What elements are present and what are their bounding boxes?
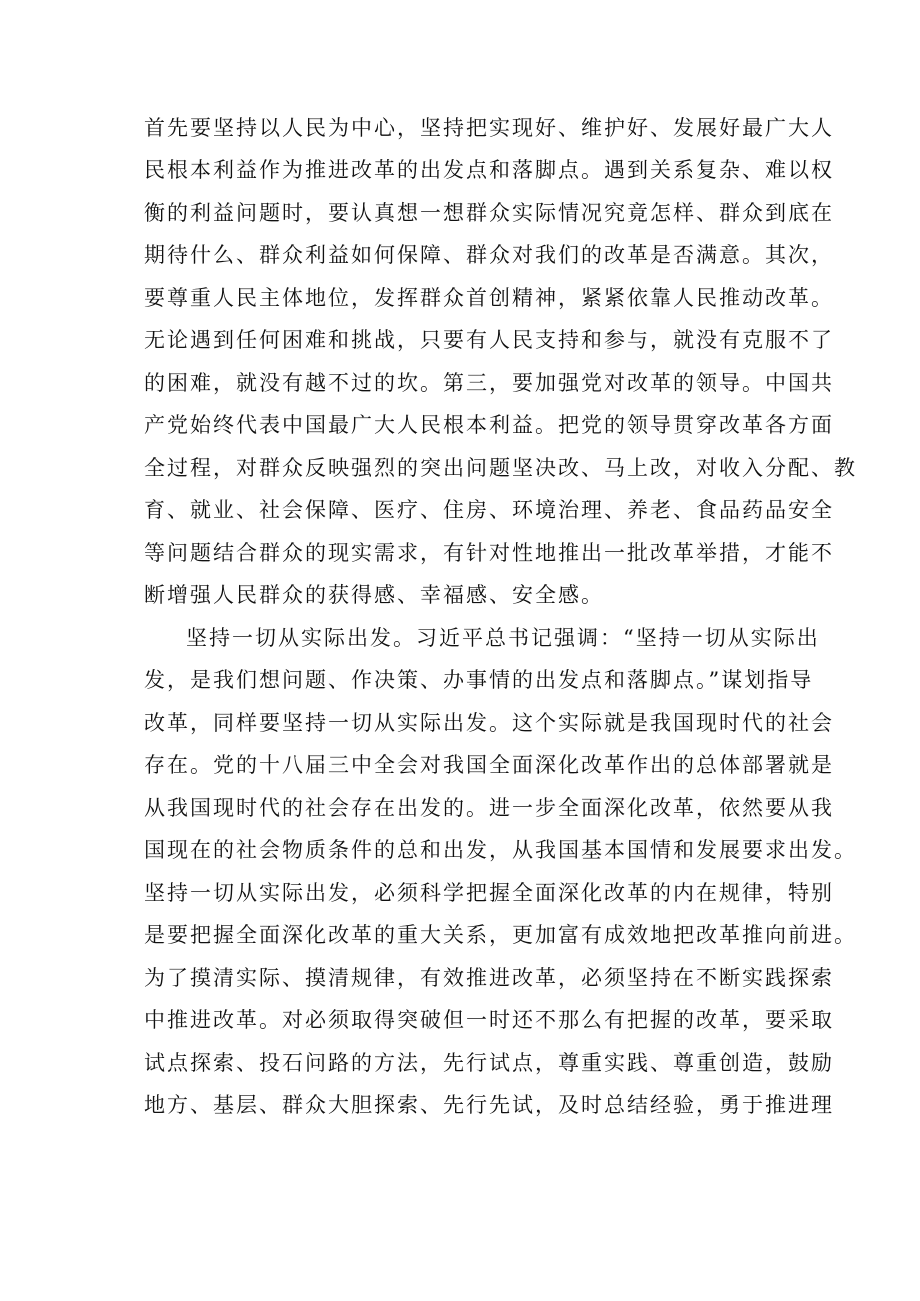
text-line: 期待什么、群众利益如何保障、群众对我们的改革是否满意。其次， xyxy=(144,243,834,267)
text-line: 的困难，就没有越不过的坎。第三，要加强党对改革的领导。中国共 xyxy=(144,371,834,395)
text-line: 是要把握全面深化改革的重大关系，更加富有成效地把改革推向前进。 xyxy=(144,923,857,947)
text-line: 试点探索、投石问路的方法，先行试点，尊重实践、尊重创造，鼓励 xyxy=(144,1051,834,1075)
text-line: 民根本利益作为推进改革的出发点和落脚点。遇到关系复杂、难以权 xyxy=(144,158,834,182)
paragraph-first-line: 坚持一切从实际出发。习近平总书记强调：“坚持一切从实际出 xyxy=(186,626,820,650)
text-line: 国现在的社会物质条件的总和出发，从我国基本国情和发展要求出发。 xyxy=(144,838,857,862)
text-line: 首先要坚持以人民为中心，坚持把实现好、维护好、发展好最广大人 xyxy=(144,116,834,140)
text-line: 发，是我们想问题、作决策、办事情的出发点和落脚点。”谋划指导 xyxy=(144,668,814,692)
text-line: 改革，同样要坚持一切从实际出发。这个实际就是我国现时代的社会 xyxy=(144,711,834,735)
text-line: 育、就业、社会保障、医疗、住房、环境治理、养老、食品药品安全 xyxy=(144,498,834,522)
text-line: 地方、基层、群众大胆探索、先行先试，及时总结经验，勇于推进理 xyxy=(144,1093,834,1117)
text-line: 断增强人民群众的获得感、幸福感、安全感。 xyxy=(144,583,604,607)
text-line: 全过程，对群众反映强烈的突出问题坚决改、马上改，对收入分配、教 xyxy=(144,456,857,480)
text-line: 从我国现时代的社会存在出发的。进一步全面深化改革，依然要从我 xyxy=(144,796,834,820)
text-line: 坚持一切从实际出发，必须科学把握全面深化改革的内在规律，特别 xyxy=(144,881,834,905)
text-line: 产党始终代表中国最广大人民根本利益。把党的领导贯穿改革各方面 xyxy=(144,413,834,437)
text-line: 衡的利益问题时，要认真想一想群众实际情况究竟怎样、群众到底在 xyxy=(144,201,834,225)
text-line: 为了摸清实际、摸清规律，有效推进改革，必须坚持在不断实践探索 xyxy=(144,966,834,990)
text-line: 存在。党的十八届三中全会对我国全面深化改革作出的总体部署就是 xyxy=(144,753,834,777)
text-line: 无论遇到任何困难和挑战，只要有人民支持和参与，就没有克服不了 xyxy=(144,328,834,352)
text-line: 等问题结合群众的现实需求，有针对性地推出一批改革举措，才能不 xyxy=(144,541,834,565)
text-line: 要尊重人民主体地位，发挥群众首创精神，紧紧依靠人民推动改革。 xyxy=(144,286,834,310)
text-line: 中推进改革。对必须取得突破但一时还不那么有把握的改革，要采取 xyxy=(144,1008,834,1032)
